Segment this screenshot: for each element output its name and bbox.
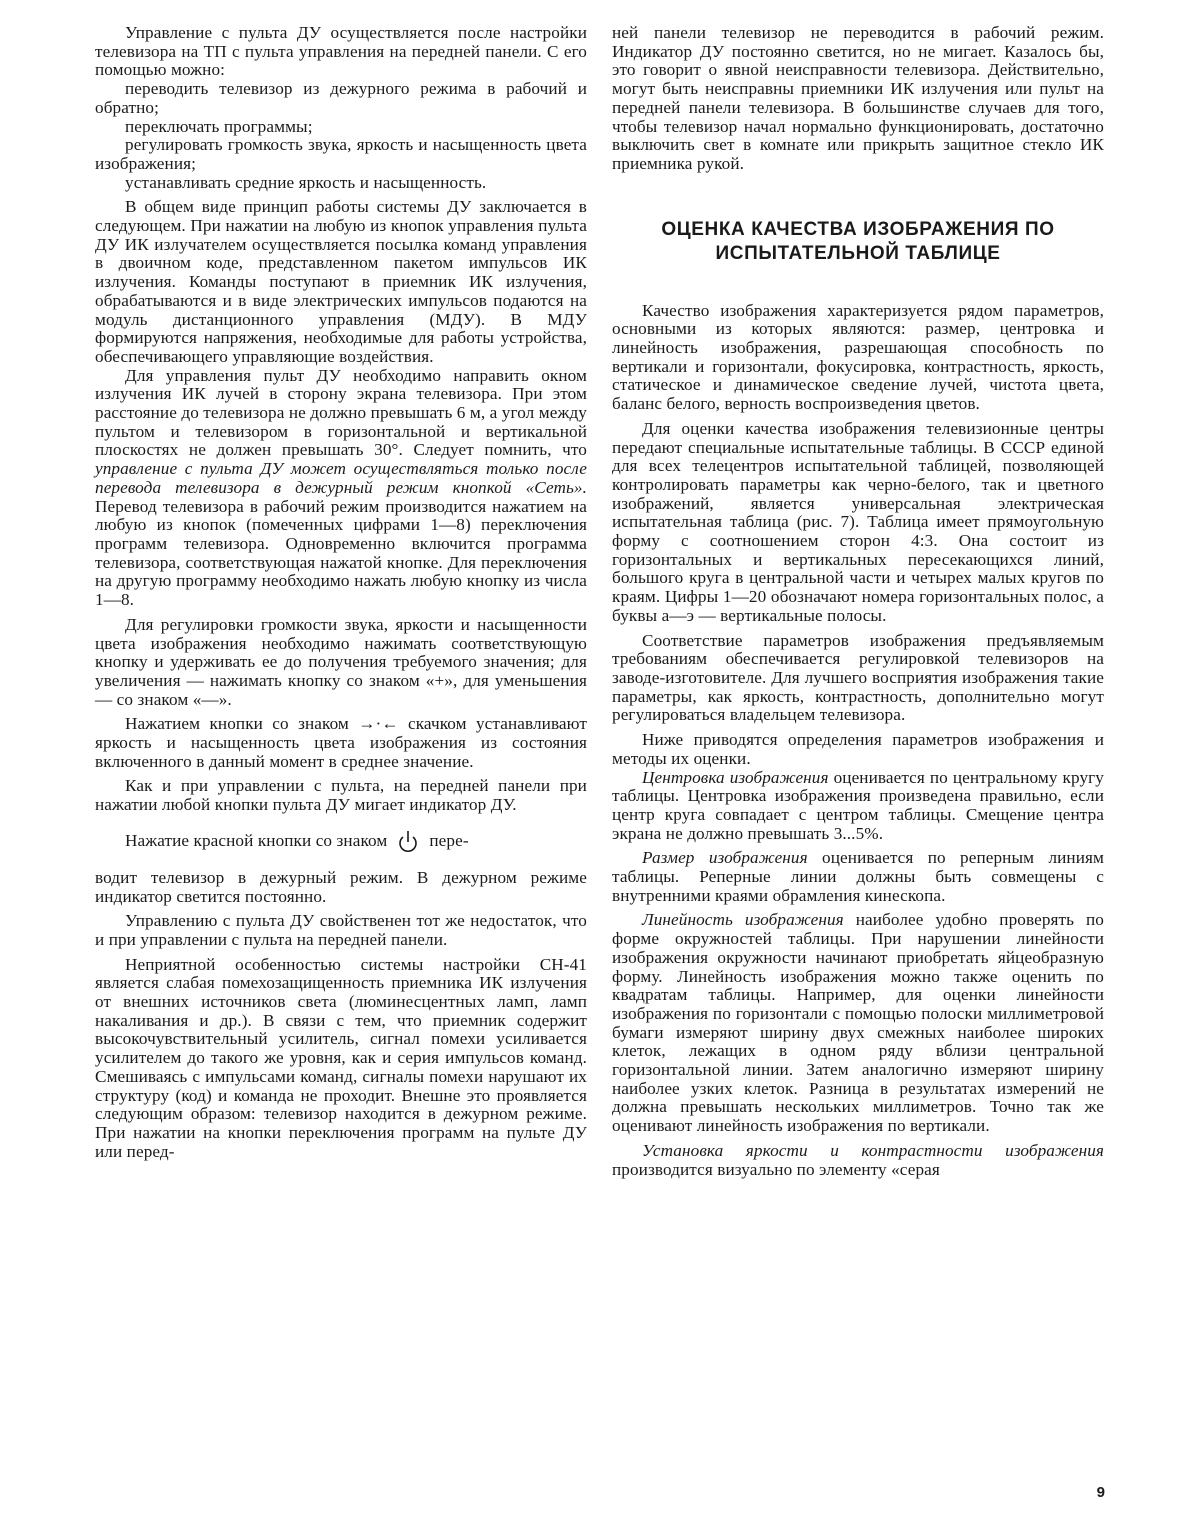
list-item: устанавливать средние яркость и насыщенность. xyxy=(125,172,487,192)
capabilities-list xyxy=(95,80,587,192)
paragraph: Для оценки качества изображения телевизионные центры передают специальные испытательные таблицы. В СССР единой для всех телецентров испытательной таблицей, позволяющей контролировать параметры как черно-белого, так и цветного изображений, является универсальная электрическая испытательная таблица (рис. 7). Таблица имеет прямоугольную форму с соотношением сторон 4:3. Она состоит из горизонтальных и вертикальных пересекающихся линий, большого круга в центральной части и четырех малых кругов по краям. Цифры 1—20 обозначают номера горизонтальных полос, а буквы а—э — вертикальные полосы. xyxy=(612,418,1104,625)
paragraph: водит телевизор в дежурный режим. В дежурном режиме индикатор светится постоянно. xyxy=(95,867,587,906)
paragraph: Качество изображения характеризуется рядом параметров, основными из которых являются: размер, центровка и линейность изображения, разрешающая способность по вертикали и горизонтали, фокусировка, контрастность, яркость, статическое и динамическое сведение лучей, чистота цвета, баланс белого, верность воспроизведения цветов. xyxy=(612,300,1104,414)
text-run: оценивается по центральному кругу таблицы. Центровка изображения произведена правильно, если центр круга совпадает с центром таблицы. Смещение центра экрана не должно превышать 3...5%. xyxy=(612,767,1104,843)
paragraph xyxy=(95,367,587,610)
paragraph: Управление с пульта ДУ осуществляется после настройки телевизора на ТП с пульта управления на передней панели. С его помощью можно: xyxy=(95,23,587,80)
text-run: Нажатие красной кнопки со знаком xyxy=(125,830,388,850)
paragraph xyxy=(612,1142,1104,1179)
emphasis-text: Центровка изображения xyxy=(642,767,829,787)
paragraph: Нажатием кнопки со знаком →·← скачком устанавливают яркость и насыщенность цвета изображения из состояния включенного в данный момент в среднее значение. xyxy=(95,714,587,771)
text-run: пере- xyxy=(429,830,469,850)
list-item: регулировать громкость звука, яркость и насыщенность цвета изображения; xyxy=(95,135,587,173)
text-run: оценивается по реперным линиям таблицы. Реперные линии должны быть совмещены с внутренними краями обрамления кинескопа. xyxy=(612,848,1104,905)
list-item: переводить телевизор из дежурного режима в рабочий и обратно; xyxy=(95,79,587,117)
paragraph: ней панели телевизор не переводится в рабочий режим. Индикатор ДУ постоянно светится, но не мигает. Казалось бы, это говорит о явной неисправности телевизора. Действительно, могут быть неисправны приемники ИК излучения или пульт на передней панели телевизора. В большинстве случаев для того, чтобы телевизор начал нормально функционировать, достаточно выключить свет в комнате или прикрыть защитное стекло ИК приемника рукой. xyxy=(612,23,1104,173)
paragraph: Соответствие параметров изображения предъявляемым требованиям обеспечивается регулировкой телевизоров на заводе-изготовителе. Для лучшего восприятия изображения такие параметры, как яркость, контрастность, дополнительно могут регулироваться владельцем телевизора. xyxy=(612,630,1104,725)
paragraph: Ниже приводятся определения параметров изображения и методы их оценки. xyxy=(612,730,1104,768)
emphasis-text: Линейность изображения xyxy=(642,910,844,930)
text-run: Перевод телевизора в рабочий режим производится нажатием на любую из кнопок (помеченных цифрами 1—8) переключения программ телевизора. Одновременно включится программа телевизора, соответствующая нажатой кнопке. Для переключения на другую программу необходимо нажать любую кнопку из числа 1—8. xyxy=(95,496,587,610)
text-run: Для управления пульт ДУ необходимо направить окном излучения ИК лучей в сторону экрана телевизора. При этом расстояние до телевизора не должно превышать 6 м, а угол между пультом и телевизором в горизонтальной и вертикальной плоскостях не должен превышать 30°. Следует помнить, что xyxy=(95,365,587,460)
paragraph: Неприятной особенностью системы настройки СН-41 является слабая помехозащищенность приемника ИК излучения от внешних источников света (люминесцентных ламп, ламп накаливания и др.). В связи с тем, что приемник содержит высокочувствительный усилитель, сигнал помехи усиливается усилителем до такого же уровня, как и серия импульсов команд. Смешиваясь с импульсами команд, сигналы помехи нарушают их структуру (код) и команда не проходит. Внешне это проявляется следующим образом: телевизор находится в дежурном режиме. При нажатии на кнопки переключения программ на пульте ДУ или перед- xyxy=(95,954,587,1161)
paragraph xyxy=(612,769,1104,844)
emphasis-text: Установка яркости и контрастности изображения xyxy=(642,1140,1104,1160)
power-symbol-icon xyxy=(397,829,419,855)
emphasis-text: Размер изображения xyxy=(642,848,808,868)
page-number: 9 xyxy=(1096,1484,1105,1501)
paragraph: Управлению с пульта ДУ свойственен тот же недостаток, что и при управлении с пульта на передней панели. xyxy=(95,911,587,949)
paragraph xyxy=(95,829,587,855)
paragraph: Для регулировки громкости звука, яркости и насыщенности цвета изображения необходимо нажимать соответствующую кнопку и удерживать ее до получения требуемого значения; для увеличения — нажимать кнопку со знаком «+», для уменьшения — со знаком «—». xyxy=(95,614,587,709)
left-column xyxy=(95,24,587,1161)
paragraph: Как и при управлении с пульта, на передней панели при нажатии любой кнопки пульта ДУ мигает индикатор ДУ. xyxy=(95,776,587,815)
right-column xyxy=(612,24,1104,1179)
section-heading xyxy=(612,218,1104,266)
paragraph: В общем виде принцип работы системы ДУ заключается в следующем. При нажатии на любую из кнопок управления пульта ДУ ИК излучателем осуществляется посылка команд управления в двоичном коде, представленном пакетом импульсов ИК излучения. Команды поступают в приемник ИК излучения, обрабатываются и в виде электрических импульсов подаются на модуль дистанционного управления (МДУ). В МДУ формируются напряжения, необходимые для работы устройства, обеспечивающего управляющие воздействия. xyxy=(95,197,587,366)
emphasis-text: управление с пульта ДУ может осуществляться только после перевода телевизора в дежурный режим кнопкой «Сеть». xyxy=(95,459,587,497)
list-item: переключать программы; xyxy=(125,116,313,136)
paragraph xyxy=(612,911,1104,1135)
heading-line: ИСПЫТАТЕЛЬНОЙ ТАБЛИЦЕ xyxy=(715,242,1001,264)
heading-line: ОЦЕНКА КАЧЕСТВА ИЗОБРАЖЕНИЯ ПО xyxy=(661,218,1055,240)
text-run: производится визуально по элементу «серая xyxy=(612,1159,940,1179)
paragraph xyxy=(612,849,1104,905)
text-run: наиболее удобно проверять по форме окружностей таблицы. При нарушении линейности изображения окружности начинают приобретать яйцеобразную форму. Линейность изображения можно также оценить по квадратам таблицы. Например, для оценки линейности изображения по горизонтали с помощью полоски миллиметровой бумаги измеряют ширину двух смежных наиболее широких клеток, лежащих в одном ряду вблизи центральной горизонтальной линии. Затем аналогично измеряют ширину наиболее узких клеток. Разница в результатах измерений не должна превышать нескольких миллиметров. Точно так же оценивают линейность изображения по вертикали. xyxy=(612,910,1104,1136)
